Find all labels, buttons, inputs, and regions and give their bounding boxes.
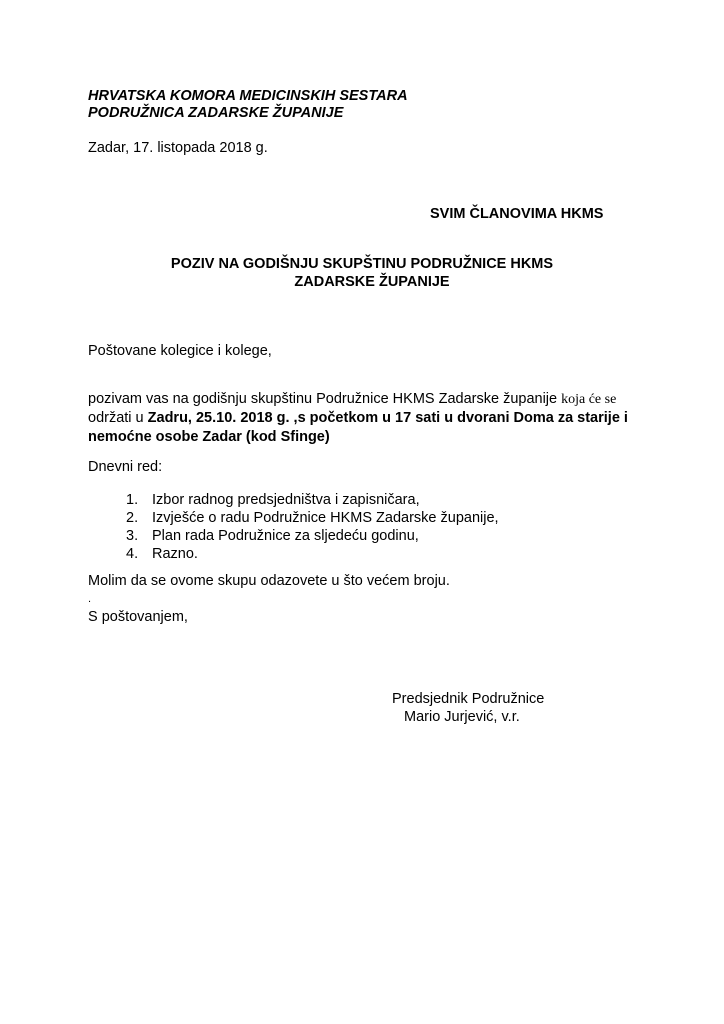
paragraph-line-2-text: održati u <box>88 410 148 426</box>
agenda-item-text: Plan rada Podružnice za sljedeću godinu, <box>152 528 419 544</box>
agenda-item <box>126 509 499 527</box>
agenda-item-number: 3. <box>126 528 139 544</box>
letter-date: Zadar, 17. listopada 2018 g. <box>88 140 268 156</box>
agenda-list <box>126 491 499 563</box>
signature-name: Mario Jurjević, v.r. <box>404 709 520 725</box>
closing-regards: S poštovanjem, <box>88 609 188 625</box>
agenda-heading: Dnevni red: <box>88 459 163 475</box>
agenda-item <box>126 545 499 563</box>
branch-name: PODRUŽNICA ZADARSKE ŽUPANIJE <box>88 105 344 121</box>
stray-dot: . <box>88 593 92 605</box>
agenda-item-text: Izbor radnog predsjedništva i zapisničara, <box>152 492 420 508</box>
paragraph-line-2 <box>88 409 638 428</box>
paragraph-line-1-serif-text: koja će se <box>561 392 617 407</box>
meeting-location-bold: nemoćne osobe Zadar (kod Sfinge) <box>88 429 330 445</box>
agenda-item <box>126 527 499 545</box>
letter-title-line-1: POZIV NA GODIŠNJU SKUPŠTINU PODRUŽNICE HKMS <box>170 256 554 272</box>
closing-request: Molim da se ovome skupu odazovete u što većem broju. <box>88 573 450 589</box>
salutation: Poštovane kolegice i kolege, <box>88 343 272 359</box>
agenda-item <box>126 491 499 509</box>
letter-title-line-2: ZADARSKE ŽUPANIJE <box>294 274 450 290</box>
paragraph-line-1 <box>88 390 638 409</box>
agenda-item-text: Izvješće o radu Podružnice HKMS Zadarske županije, <box>152 510 499 526</box>
agenda-item-number: 2. <box>126 510 139 526</box>
signature-role: Predsjednik Podružnice <box>392 691 545 707</box>
invitation-paragraph <box>88 390 638 447</box>
agenda-item-number: 1. <box>126 492 139 508</box>
organization-name: HRVATSKA KOMORA MEDICINSKIH SESTARA <box>88 88 408 104</box>
agenda-item-number: 4. <box>126 546 139 562</box>
meeting-details-bold: Zadru, 25.10. 2018 g. ,s početkom u 17 sati u dvorani Doma za starije i <box>147 410 628 426</box>
paragraph-line-1-text: pozivam vas na godišnju skupštinu Podružnice HKMS Zadarske županije <box>88 391 562 407</box>
agenda-item-text: Razno. <box>152 546 198 562</box>
recipient-line: SVIM ČLANOVIMA HKMS <box>430 206 604 222</box>
